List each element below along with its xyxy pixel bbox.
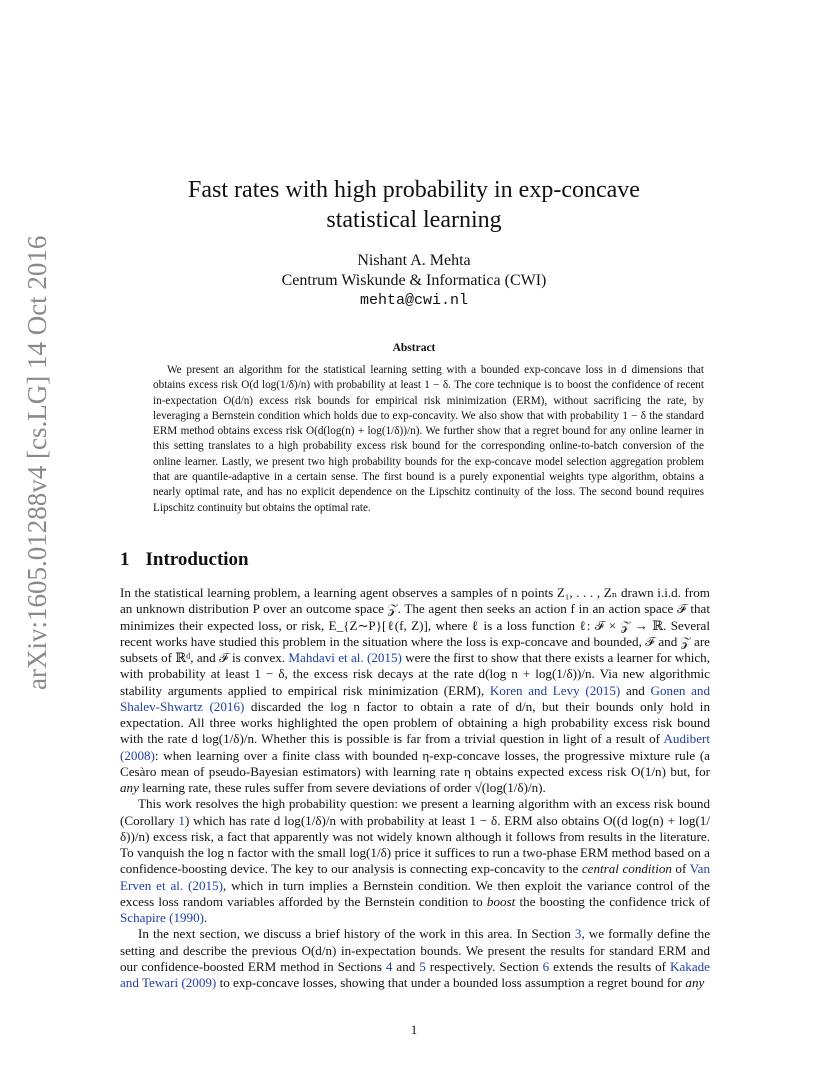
- text-run: to exp-concave losses, showing that under a bounded loss assumption a regret bound for: [216, 975, 686, 990]
- citation-link-van-erven[interactable]: Van Erven et al. (2015): [120, 861, 710, 893]
- paragraph-2: [120, 796, 710, 926]
- text-run: ) which has rate d log(1/δ)/n with probability at least 1 − δ. ERM also obtains O((d log(n) + log(1/δ))/n) excess risk, a fact that apparently was not widely known although it follows from results in the literature. To vanquish the log n factor with the small log(1/δ) price it suffices to run a two-phase ERM method based on a confidence-boosting device. The key to our analysis is connecting exp-concavity to the: [120, 812, 710, 877]
- abstract-heading: Abstract: [392, 342, 436, 354]
- introduction-body: [120, 585, 710, 991]
- arxiv-identifier-stamp: arXiv:1605.01288v4 [cs.LG] 14 Oct 2016: [22, 235, 52, 690]
- citation-link-schapire[interactable]: Schapire (1990): [120, 910, 204, 925]
- emphasis: boost: [486, 893, 516, 909]
- paragraph-1: [120, 585, 710, 796]
- abstract-text: We present an algorithm for the statistical learning setting with a bounded exp-concave loss in d dimensions that obtains excess risk O(d log(1/δ)/n) with probability at least 1 − δ. The core technique is to boost the confidence of recent in-expectation O(d/n) excess risk bounds for empirical risk minimization (ERM), without sacrificing the rate, by leveraging a Bernstein condition which holds due to exp-concavity. We also show that with probability 1 − δ the standard ERM method obtains excess risk O(d(log(n) + log(1/δ))/n). We further show that a regret bound for any online learner in this setting translates to a high probability excess risk bound for the corresponding online-to-batch conversion of the online learner. Lastly, we present two high probability bounds for the exp-concave model selection aggregation problem that are quantile-adaptive in a certain sense. The first bound is a purely exponential weights type algorithm, obtains a nearly optimal rate, and has no explicit dependence on the Lipschitz continuity of the loss. The second bound requires Lipschitz continuity but obtains the optimal rate.: [153, 364, 704, 514]
- text-run: , we formally define the setting and describe the previous O(d/n) in-expectation bounds. We present the results for standard ERM and our confidence-boosted ERM method in Sections: [120, 926, 711, 974]
- author-name: Nishant A. Mehta: [357, 252, 471, 269]
- text-run: extends the results of: [549, 958, 670, 974]
- title-line-2: statistical learning: [326, 207, 502, 233]
- text-run: : when learning over a finite class with bounded η-exp-concave losses, the progressive mixture rule (a Cesàro mean of pseudo-Bayesian estimators) with learning rate η obtains expected excess risk O(1/n) but, for: [120, 747, 710, 779]
- section-heading: [120, 549, 249, 571]
- emphasis: any: [120, 780, 139, 795]
- emphasis: any: [685, 975, 705, 990]
- paper-title: [120, 175, 708, 235]
- text-run: discarded the log n factor to obtain a rate of d/n, but their bounds only hold in expectation. All three works highlighted the open problem of obtaining a high probability excess risk bound with the rate d log(1/δ)/n. Whether this is possible is far from a trivial question in light of a result of: [120, 698, 710, 747]
- text-run: In the statistical learning problem, a learning agent observes a samples of n points Z₁, . . . , Zₙ drawn i.i.d. from an unknown distribution P over an outcome space 𝒵. The agent then seeks an action f in an action space ℱ that minimizes their expected loss, or risk, E_{Z∼P}[ℓ(f, Z)], where ℓ is a loss function ℓ: ℱ × 𝒵 → ℝ. Several recent works have studied this problem in the situation where the loss is exp-concave and bounded, ℱ and 𝒵 are subsets of ℝᵈ, and ℱ is convex.: [120, 585, 710, 665]
- emphasis: central condition: [581, 861, 672, 877]
- author-block: [120, 251, 708, 311]
- citation-link-koren-levy[interactable]: Koren and Levy (2015): [489, 682, 621, 698]
- citation-link-audibert[interactable]: Audibert (2008): [120, 731, 710, 763]
- text-run: respectively. Section: [425, 958, 543, 974]
- corollary-link[interactable]: 1: [178, 812, 185, 828]
- author-email[interactable]: mehta@cwi.nl: [359, 292, 469, 309]
- section-link-3[interactable]: 3: [574, 926, 582, 942]
- text-run: the boosting the confidence trick of: [515, 893, 710, 909]
- text-run: and: [392, 958, 420, 974]
- text-run: were the first to show that there exists a learner for which, with probability at least 1 − δ, the excess risk decays at the rate d(log n + log(1/δ))/n. Via new algorithmic stability arguments applied to empirical risk minimization (ERM),: [120, 650, 711, 698]
- text-run: and: [620, 682, 651, 698]
- section-link-5[interactable]: 5: [419, 958, 426, 974]
- text-run: , which in turn implies a Bernstein condition. We then exploit the variance control of the excess loss random variables afforded by the Bernstein condition to: [120, 877, 710, 909]
- citation-link-gonen[interactable]: Gonen and Shalev-Shwartz (2016): [120, 682, 711, 714]
- paragraph-3: [120, 926, 710, 991]
- text-run: This work resolves the high probability question: we present a learning algorithm with an excess risk bound (Corollary: [120, 796, 710, 828]
- citation-link-kakade-tewari[interactable]: Kakade and Tewari (2009): [120, 958, 710, 990]
- author-affiliation: Centrum Wiskunde & Informatica (CWI): [281, 272, 547, 289]
- section-title: Introduction: [145, 549, 249, 570]
- text-run: In the next section, we discuss a brief history of the work in this area. In Section: [138, 926, 575, 942]
- section-number: 1: [120, 549, 130, 570]
- title-line-1: Fast rates with high probability in exp-concave: [188, 177, 640, 203]
- section-link-6[interactable]: 6: [542, 958, 550, 974]
- text-run: of: [671, 861, 690, 877]
- text-run: learning rate, these rules suffer from severe deviations of order √(log(1/δ)/n).: [138, 780, 546, 795]
- page-number: 1: [410, 1022, 418, 1037]
- section-link-4[interactable]: 4: [385, 958, 393, 974]
- citation-link-mahdavi[interactable]: Mahdavi et al. (2015): [288, 650, 402, 665]
- text-run: .: [204, 910, 208, 925]
